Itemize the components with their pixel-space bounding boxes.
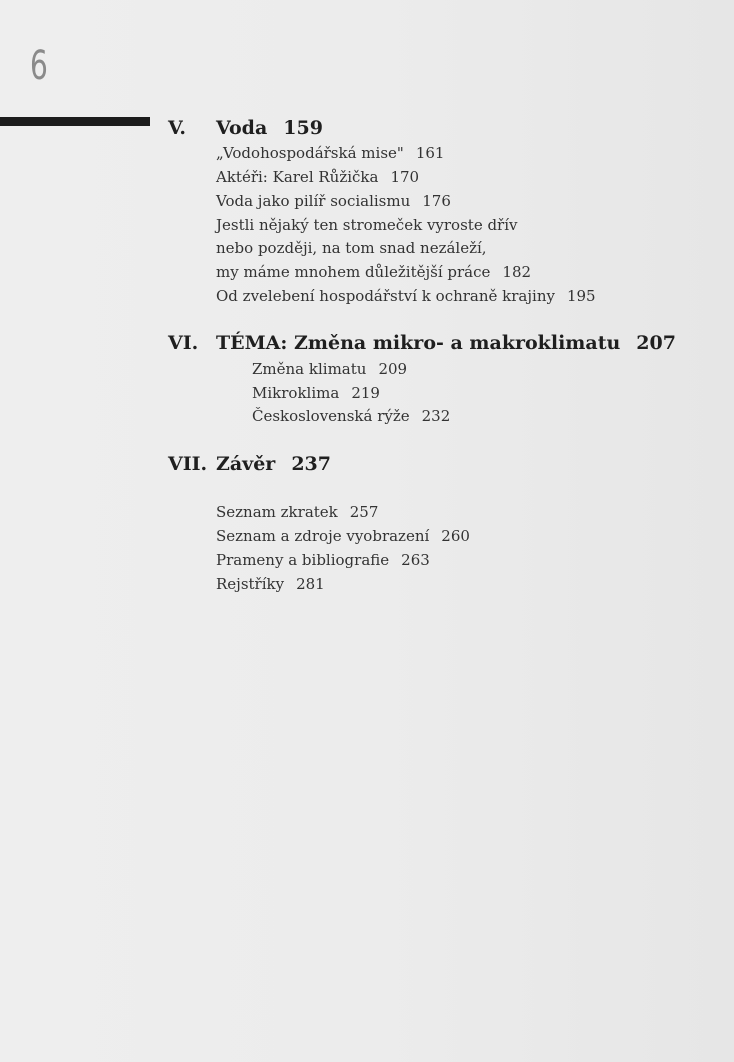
chapter-title-text: TÉMA: Změna mikro- a makroklimatu (216, 332, 621, 354)
chapter-title (216, 328, 676, 358)
toc-entry (216, 260, 531, 284)
toc-entry (216, 189, 451, 213)
chapter-numeral: V. (168, 117, 187, 139)
entry-page: 263 (401, 551, 430, 569)
chapter-page: 237 (291, 453, 331, 475)
entry-page: 195 (566, 287, 596, 305)
toc-entry (252, 381, 380, 405)
toc-entry (216, 236, 487, 260)
chapter-numeral: VI. (168, 332, 199, 354)
toc-entry (216, 500, 378, 524)
entry-title: „Vodohospodářská mise" (216, 144, 404, 162)
chapter-vi (0, 328, 734, 358)
entry-page: 176 (422, 192, 451, 210)
chapter-title-text: Voda (216, 117, 268, 139)
entry-title: Voda jako pilíř socialismu (216, 192, 411, 210)
chapter-page: 159 (283, 117, 323, 139)
chapter-v (0, 113, 734, 143)
toc-entry (216, 141, 444, 165)
entry-title: Prameny a bibliografie (216, 551, 390, 569)
chapter-page: 207 (636, 332, 676, 354)
page-number: 6 (30, 43, 48, 89)
toc-entry (216, 548, 430, 572)
entry-page: 219 (351, 384, 380, 402)
entry-page: 161 (415, 144, 445, 162)
chapter-title (216, 449, 331, 479)
entry-title: nebo později, na tom snad nezáleží, (216, 239, 487, 257)
entry-title: Od zvelebení hospodářství k ochraně krajiny (216, 287, 555, 305)
entry-title: Aktéři: Karel Růžička (216, 168, 379, 186)
toc-entry (216, 165, 419, 189)
entry-page: 257 (349, 503, 379, 521)
entry-page: 281 (296, 575, 325, 593)
entry-title: Rejstříky (216, 575, 285, 593)
entry-page: 170 (390, 168, 420, 186)
entry-title: my máme mnohem důležitější práce (216, 263, 491, 281)
toc-entry (252, 357, 407, 381)
chapter-title (216, 113, 323, 143)
chapter-heading (0, 328, 734, 358)
chapter-vii (0, 449, 734, 479)
toc-entry (252, 404, 450, 428)
entry-title: Mikroklima (252, 384, 340, 402)
entry-title: Československá rýže (252, 407, 410, 425)
entry-page: 260 (441, 527, 470, 545)
entry-page: 232 (421, 407, 451, 425)
toc-entry (216, 213, 518, 237)
toc-entry (216, 524, 470, 548)
entry-title: Seznam a zdroje vyobrazení (216, 527, 430, 545)
chapter-heading (0, 449, 734, 479)
entry-title: Jestli nějaký ten stromeček vyroste dřív (216, 216, 518, 234)
entry-page: 209 (378, 360, 408, 378)
entry-title: Změna klimatu (252, 360, 367, 378)
chapter-numeral: VII. (168, 453, 208, 475)
chapter-heading (0, 113, 734, 143)
toc-entry (216, 284, 596, 308)
entry-page: 182 (502, 263, 532, 281)
entry-title: Seznam zkratek (216, 503, 338, 521)
toc-entry (216, 572, 325, 596)
chapter-title-text: Závěr (216, 453, 276, 475)
